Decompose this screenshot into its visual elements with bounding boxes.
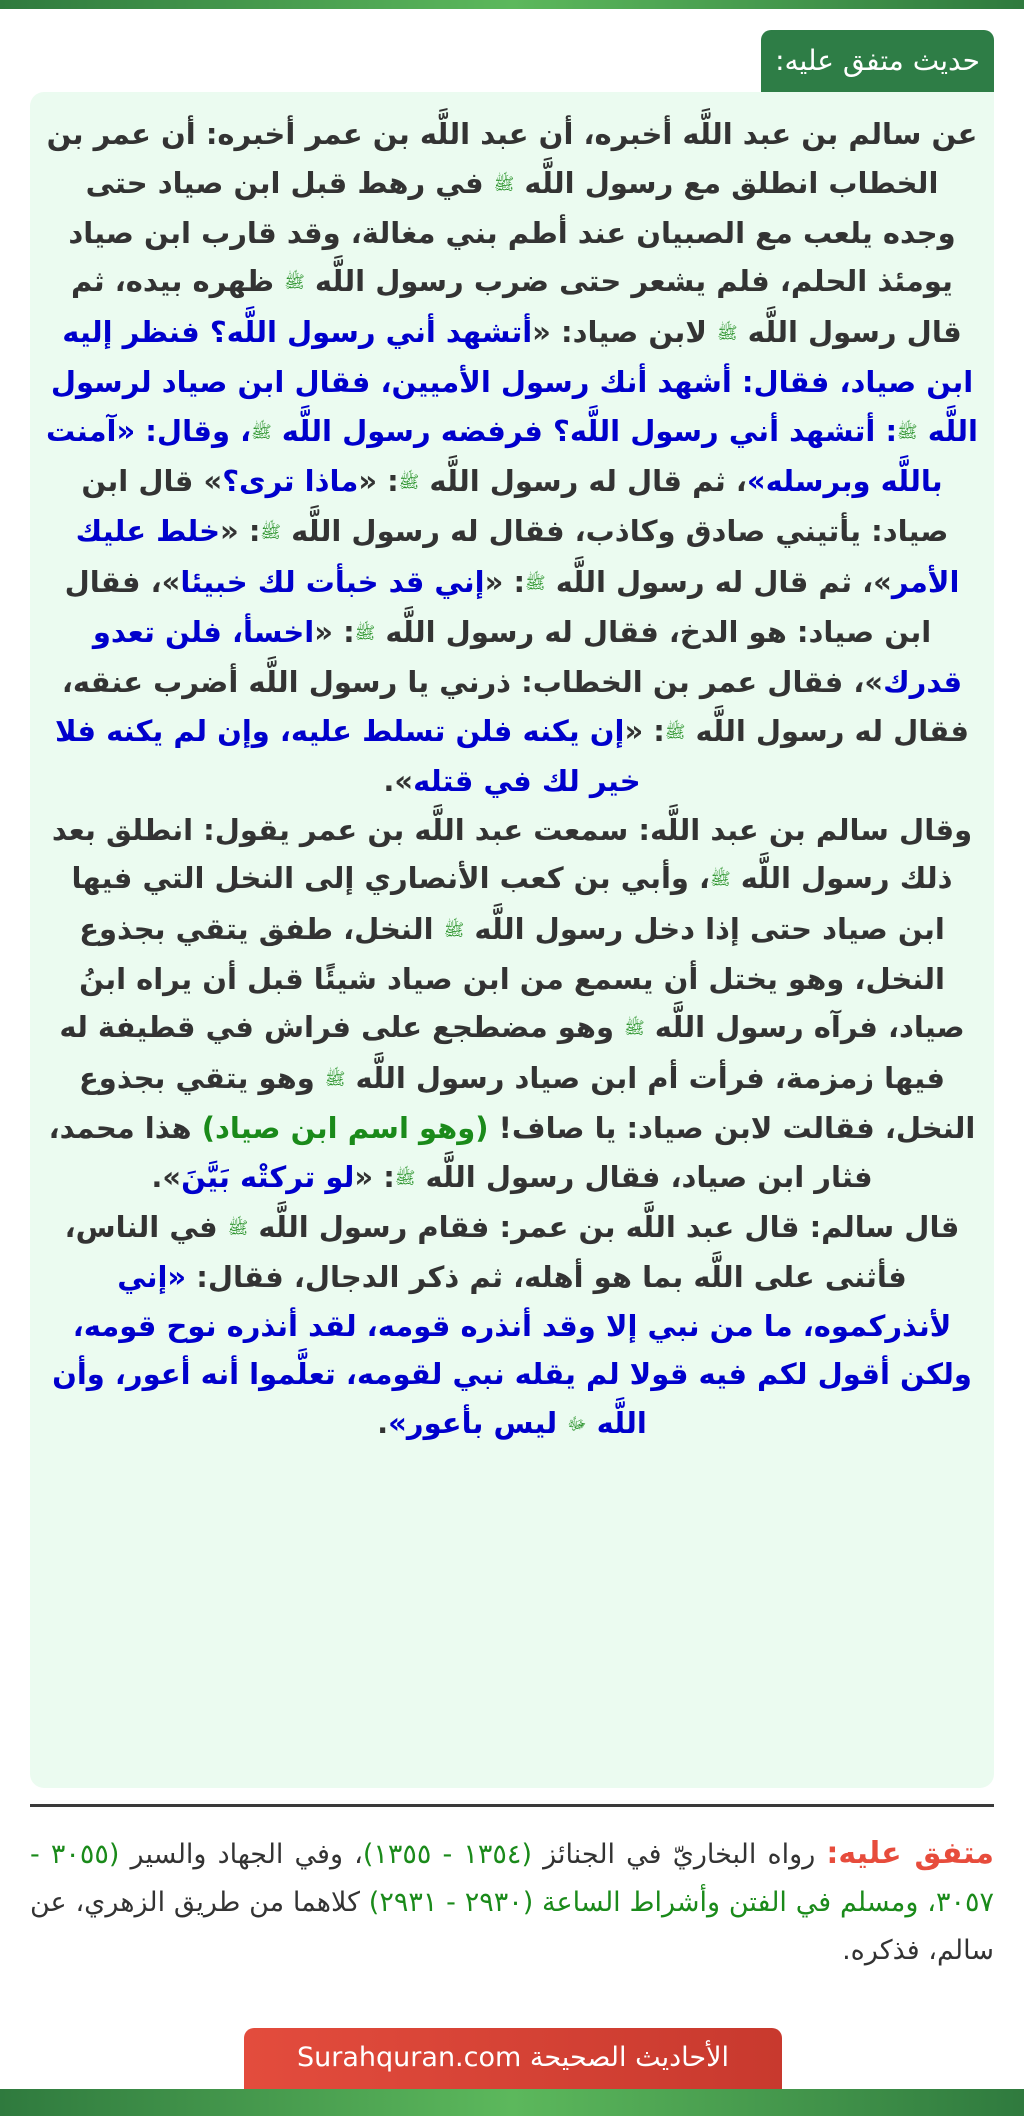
honorific-icon: ﷺ — [443, 920, 465, 941]
honorific-icon: ﷺ — [324, 1069, 346, 1090]
text-segment: : « — [314, 614, 355, 649]
text-segment: : « — [354, 1159, 395, 1194]
site-badge[interactable]: الأحاديث الصحيحة Surahquran.com — [244, 2028, 782, 2090]
text-segment: وهو مضطجع على فراش في قطيفة له فيها زمزمة، فرأت أم ابن صياد رسول اللَّه — [59, 1010, 946, 1095]
prophet-quote: «إني لأنذركموه، ما من نبي إلا وقد أنذره قومه، لقد أنذره نوح قومه، ولكن أقول لكم فيه قولا لم يقله نبي لقومه، تعلَّموا أنه أعور، وأن اللَّه — [52, 1260, 972, 1440]
honorific-icon: ﷺ — [284, 273, 305, 294]
hadith-paragraph-1 — [46, 110, 978, 806]
honorific-icon: ﷺ — [664, 722, 686, 743]
text-segment: وقال سالم بن عبد اللَّه: سمعت عبد اللَّه بن عمر يقول: انطلق بعد ذلك رسول اللَّه — [51, 812, 973, 896]
section-divider — [30, 1804, 994, 1807]
text-segment: » قال ابن صياد: يأتيني صادق وكاذب، فقال له رسول اللَّه — [81, 463, 949, 549]
text-segment: في رهط قبل ابن صياد حتى وجده يلعب مع الصبيان عند أطم بني مغالة، وقد قارب ابن صياد يومئذ الحلم، فلم يشعر حتى ضرب رسول اللَّه — [68, 165, 956, 299]
text-segment: النخل، طفق يتقي بجذوع النخل، وهو يختل أن يسمع من ابن صياد شيئًا قبل أن يراه ابنُ صياد، فرآه رسول اللَّه — [79, 911, 965, 1045]
prophet-quote: إن يكنه فلن تسلط عليه، وإن لم يكنه فلا خير لك في قتله — [54, 713, 641, 799]
text-segment: ». — [151, 1159, 182, 1194]
honorific-icon: ﷺ — [493, 174, 515, 195]
honorific-icon: ﷺ — [398, 472, 420, 493]
source-label: متفق عليه: — [826, 1836, 995, 1871]
hadith-text — [46, 110, 978, 1449]
explanatory-note: (وهو اسم ابن صياد) — [201, 1111, 489, 1146]
text-segment: : « — [219, 514, 261, 549]
prophet-quote: ليس بأعور» — [388, 1405, 568, 1440]
honorific-allah-icon: ﷻ — [567, 1414, 587, 1435]
text-segment: »، ثم قال له رسول اللَّه — [545, 564, 892, 599]
prophet-quote: أتشهد أني رسول اللَّه؟ فنظر إليه ابن صياد، فقال: أشهد أنك رسول الأميين، فقال ابن صياد لرسول اللَّه — [50, 314, 978, 448]
prophet-quote: : أتشهد أني رسول اللَّه؟ فرفضه رسول اللَّه — [271, 413, 898, 448]
bottom-decorative-bar — [0, 2089, 1024, 2116]
top-decorative-bar — [0, 0, 1024, 9]
prophet-quote: لو تركتْه بَيَّنَ — [181, 1159, 355, 1194]
text-segment: في الناس، فأثنى على اللَّه بما هو أهله، ثم ذكر الدجال، فقال: — [64, 1209, 907, 1295]
honorific-icon: ﷺ — [251, 422, 272, 443]
hadith-paragraph-2 — [46, 806, 978, 1203]
page-title: حديث متفق عليه: — [761, 30, 994, 92]
text-segment: ». — [383, 764, 414, 799]
source-text: رواه البخاريّ في الجنائز — [531, 1839, 827, 1870]
hadith-paragraph-3 — [46, 1203, 978, 1449]
honorific-icon: ﷺ — [624, 1019, 645, 1040]
honorific-icon: ﷺ — [227, 1218, 249, 1239]
honorific-icon: ﷺ — [260, 522, 281, 543]
text-segment: ظهره بيده، ثم قال رسول اللَّه — [71, 264, 962, 349]
prophet-quote: ، وقال: «آمنت باللَّه وبرسله» — [46, 413, 943, 498]
text-segment: »، فقال عمر بن الخطاب: ذرني يا رسول اللَّه أضرب عنقه، فقال له رسول اللَّه — [61, 665, 970, 748]
text-segment: : « — [624, 713, 665, 748]
text-segment: لابن صياد: « — [532, 314, 718, 349]
text-segment: »، فقال ابن صياد: هو الدخ، فقال له رسول اللَّه — [64, 564, 932, 649]
prophet-quote: خلط عليك الأمر — [75, 514, 960, 599]
text-segment: هذا محمد، فثار ابن صياد، فقال رسول اللَّه — [48, 1111, 873, 1194]
text-segment: ، ثم قال له رسول اللَّه — [419, 463, 747, 498]
text-segment: : « — [358, 463, 399, 498]
reference-numbers: (١٣٥٤ - ١٣٥٥) — [362, 1839, 532, 1870]
hadith-box — [30, 92, 994, 1788]
text-segment: ، وأبي بن كعب الأنصاري إلى النخل التي فيها ابن صياد حتى إذا دخل رسول اللَّه — [71, 861, 945, 946]
honorific-icon: ﷺ — [897, 422, 918, 443]
honorific-icon: ﷺ — [525, 573, 546, 594]
honorific-icon: ﷺ — [394, 1168, 416, 1189]
text-segment: قال سالم: قال عبد اللَّه بن عمر: فقام رسول اللَّه — [248, 1209, 960, 1244]
text-segment: : « — [484, 564, 526, 599]
reference-numbers: (٣٠٥٥ - ٣٠٥٧، ومسلم في الفتن وأشراط الساعة (٢٩٣٠ - ٢٩٣١) — [30, 1839, 994, 1918]
source-citation — [30, 1830, 994, 1975]
honorific-icon: ﷺ — [354, 623, 376, 644]
prophet-quote: ماذا ترى؟ — [222, 463, 359, 498]
honorific-icon: ﷺ — [717, 323, 738, 344]
honorific-icon: ﷺ — [710, 869, 731, 890]
source-text: كلاهما من طريق الزهري، عن سالم، فذكره. — [30, 1887, 994, 1966]
text-segment: وهو يتقي بجذوع النخل، فقالت لابن صياد: يا صاف! — [78, 1060, 976, 1146]
text-segment: عن سالم بن عبد اللَّه أخبره، أن عبد اللَّه بن عمر أخبره: أن عمر بن الخطاب انطلق مع رسول اللَّه — [46, 117, 978, 200]
prophet-quote: اخسأ، فلن تعدو قدرك — [92, 614, 963, 700]
text-segment: . — [377, 1405, 389, 1440]
prophet-quote: إني قد خبأت لك خبيئا — [180, 564, 485, 599]
source-text: ، وفي الجهاد والسير — [119, 1839, 363, 1870]
